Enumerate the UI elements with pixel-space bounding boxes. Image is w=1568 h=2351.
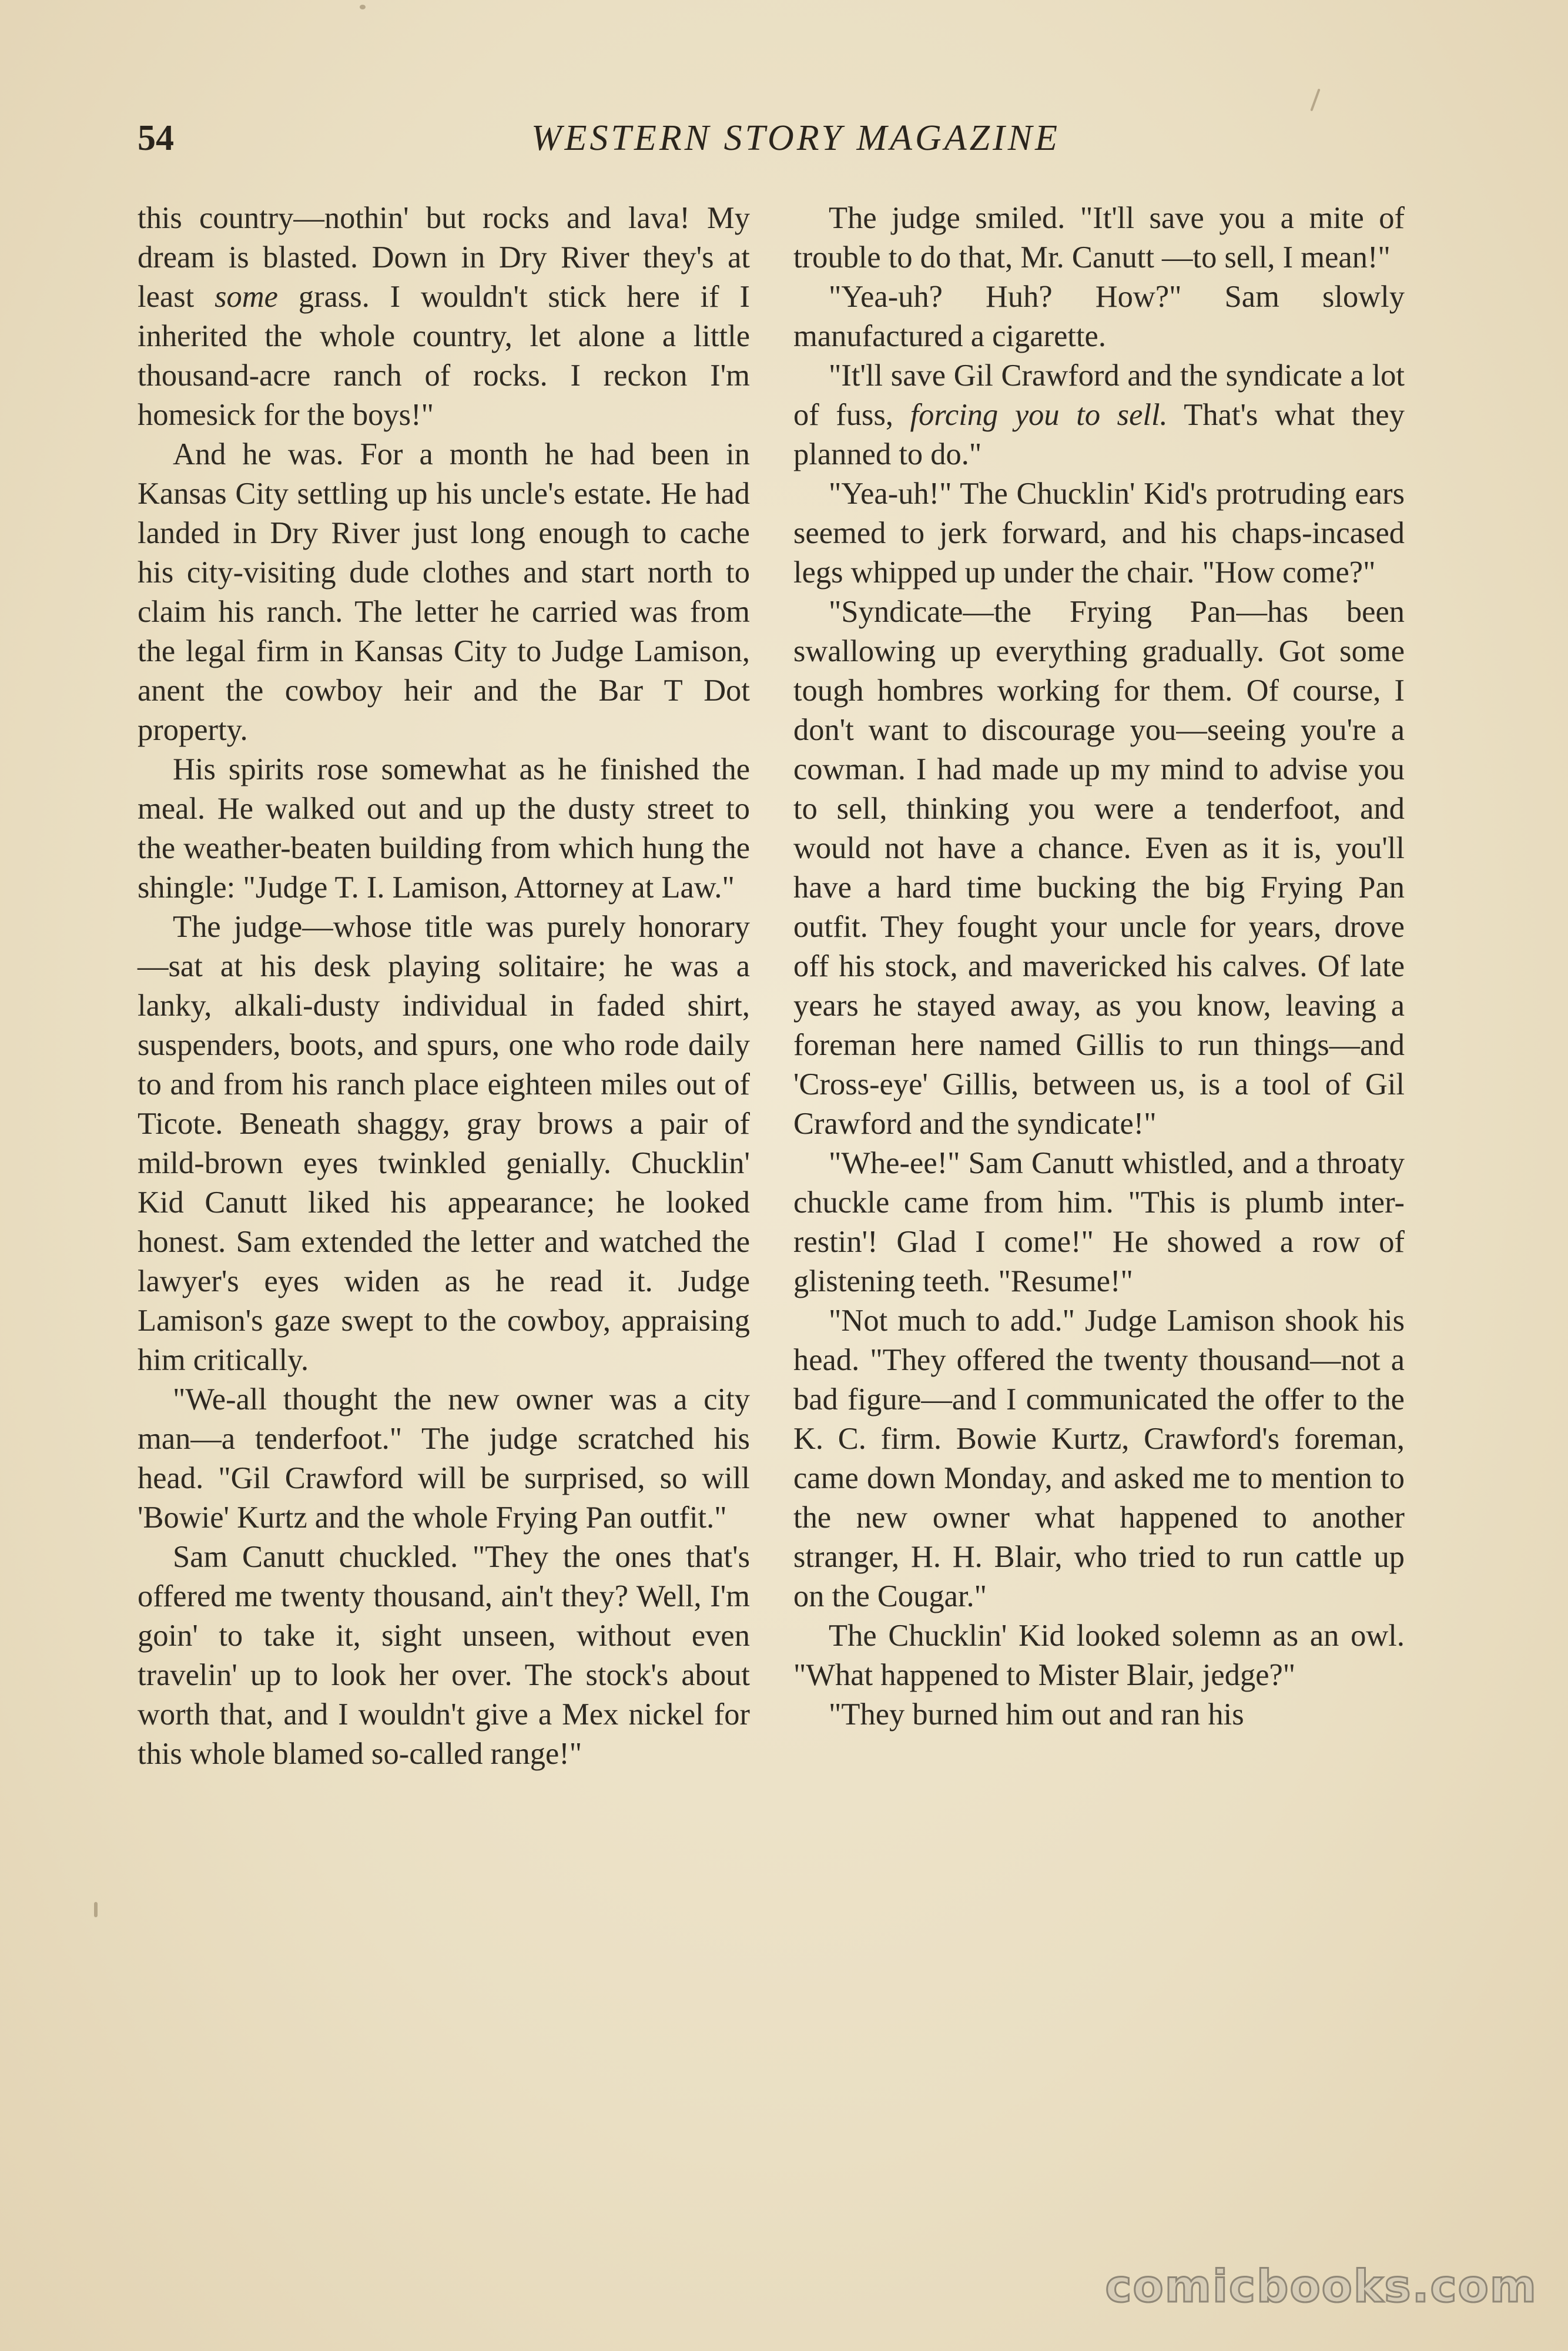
paragraph <box>138 1538 750 1774</box>
page-number: 54 <box>138 118 174 158</box>
paragraph-text: "Syndicate—the Frying Pan—has been swallowing up everything gradually. Got some tough hombres working for them. Of course, I don't want to discourage you—seeing you're a cowman. I had made up my mind to advise you to sell, thinking you were a tenderfoot, and would not have a chance. Even as it is, you'll have a hard time bucking the big Frying Pan outfit. They fought your uncle for years, drove off his stock, and mavericked his calves. Of late years he stayed away, as you know, leaving a foreman here named Gillis to run things—and 'Cross-eye' Gillis, between us, is a tool of Gil Crawford and the syndicate!" <box>793 595 1405 1141</box>
paragraph <box>793 592 1405 1144</box>
paragraph-text: "Yea-uh!" The Chucklin' Kid's protruding ears seemed to jerk forward, and his chaps-incased legs whipped up under the chair. "How come?" <box>793 477 1405 590</box>
paper-speck <box>94 1902 98 1917</box>
paragraph <box>793 277 1405 356</box>
paragraph-text: "Whe-ee!" Sam Canutt whistled, and a throaty chuckle came from him. "This is plumb inter-restin'! Glad I come!" He showed a row of glistening teeth. "Resume!" <box>793 1146 1405 1298</box>
paragraph-text: His spirits rose somewhat as he finished the meal. He walked out and up the dusty street to the weather-beaten building from which hung the shingle: "Judge T. I. Lamison, Attorney at Law." <box>138 752 750 905</box>
paragraph-text: That's what they planned to do." <box>793 398 1405 471</box>
paragraph <box>793 1616 1405 1695</box>
right-column <box>793 199 1405 1734</box>
paragraph <box>138 907 750 1380</box>
watermark: comicbooks.com <box>1105 2260 1537 2312</box>
paragraph-text: "They burned him out and ran his <box>829 1697 1244 1732</box>
paragraph-text: grass. I wouldn't stick here if I inherited the whole country, let alone a little thousand-acre ranch of rocks. I reckon I'm homesick for the boys!" <box>138 280 750 432</box>
paragraph-text: Sam Canutt chuckled. "They the ones that's offered me twenty thousand, ain't they? Well, I'm goin' to take it, sight unseen, without even travelin' up to look her over. The stock's about worth that, and I wouldn't give a Mex nickel for this whole blamed so-called range!" <box>138 1540 750 1771</box>
paper-speck <box>360 5 366 9</box>
magazine-title: WESTERN STORY MAGAZINE <box>531 118 1060 158</box>
italic-text: some <box>215 280 278 314</box>
paragraph-text: "We-all thought the new owner was a city man—a tenderfoot." The judge scratched his head. "Gil Crawford will be surprised, so will 'Bowie' Kurtz and the whole Frying Pan outfit." <box>138 1382 750 1535</box>
paragraph-text: "Not much to add." Judge Lamison shook his head. "They offered the twenty thousand—not a bad figure—and I communicated the offer to the K. C. firm. Bowie Kurtz, Crawford's foreman, came down Monday, and asked me to mention to the new owner what happened to another stranger, H. H. Blair, who tried to run cattle up on the Cougar." <box>793 1304 1405 1613</box>
paragraph-text: The judge—whose title was purely honorary—sat at his desk playing solitaire; he was a lanky, alkali-dusty individual in faded shirt, suspenders, boots, and spurs, one who rode daily to and from his ranch place eighteen miles out of Ticote. Beneath shaggy, gray brows a pair of mild-brown eyes twinkled genially. Chucklin' Kid Canutt liked his appearance; he looked honest. Sam extended the letter and watched the lawyer's eyes widen as he read it. Judge Lamison's gaze swept to the cowboy, appraising him critically. <box>138 910 750 1377</box>
paragraph <box>138 1380 750 1538</box>
paragraph <box>138 435 750 750</box>
paragraph-text: "It'll save Gil Crawford and the syndicate a lot of fuss, <box>793 359 1405 432</box>
left-column <box>138 199 750 1774</box>
paragraph-text: The judge smiled. "It'll save you a mite of trouble to do that, Mr. Canutt —to sell, I mean!" <box>793 201 1405 274</box>
paragraph <box>793 199 1405 277</box>
paragraph-text: And he was. For a month he had been in Kansas City settling up his uncle's estate. He had landed in Dry River just long enough to cache his city-visiting dude clothes and start north to claim his ranch. The letter he carried was from the legal firm in Kansas City to Judge Lamison, anent the cowboy heir and the Bar T Dot property. <box>138 437 750 747</box>
paper-speck <box>1310 89 1320 112</box>
paragraph <box>138 750 750 907</box>
paragraph-text: this country—nothin' but rocks and lava! My dream is blasted. Down in Dry River they's at least <box>138 201 750 314</box>
paragraph <box>793 356 1405 474</box>
paragraph <box>793 1144 1405 1301</box>
paragraph <box>138 199 750 435</box>
paragraph-text: "Yea-uh? Huh? How?" Sam slowly manufactured a cigarette. <box>793 280 1405 353</box>
italic-text: forcing you to sell. <box>910 398 1168 432</box>
paragraph <box>793 1695 1405 1734</box>
paragraph <box>793 474 1405 592</box>
paragraph <box>793 1301 1405 1616</box>
paragraph-text: The Chucklin' Kid looked solemn as an owl. "What happened to Mister Blair, jedge?" <box>793 1619 1405 1692</box>
